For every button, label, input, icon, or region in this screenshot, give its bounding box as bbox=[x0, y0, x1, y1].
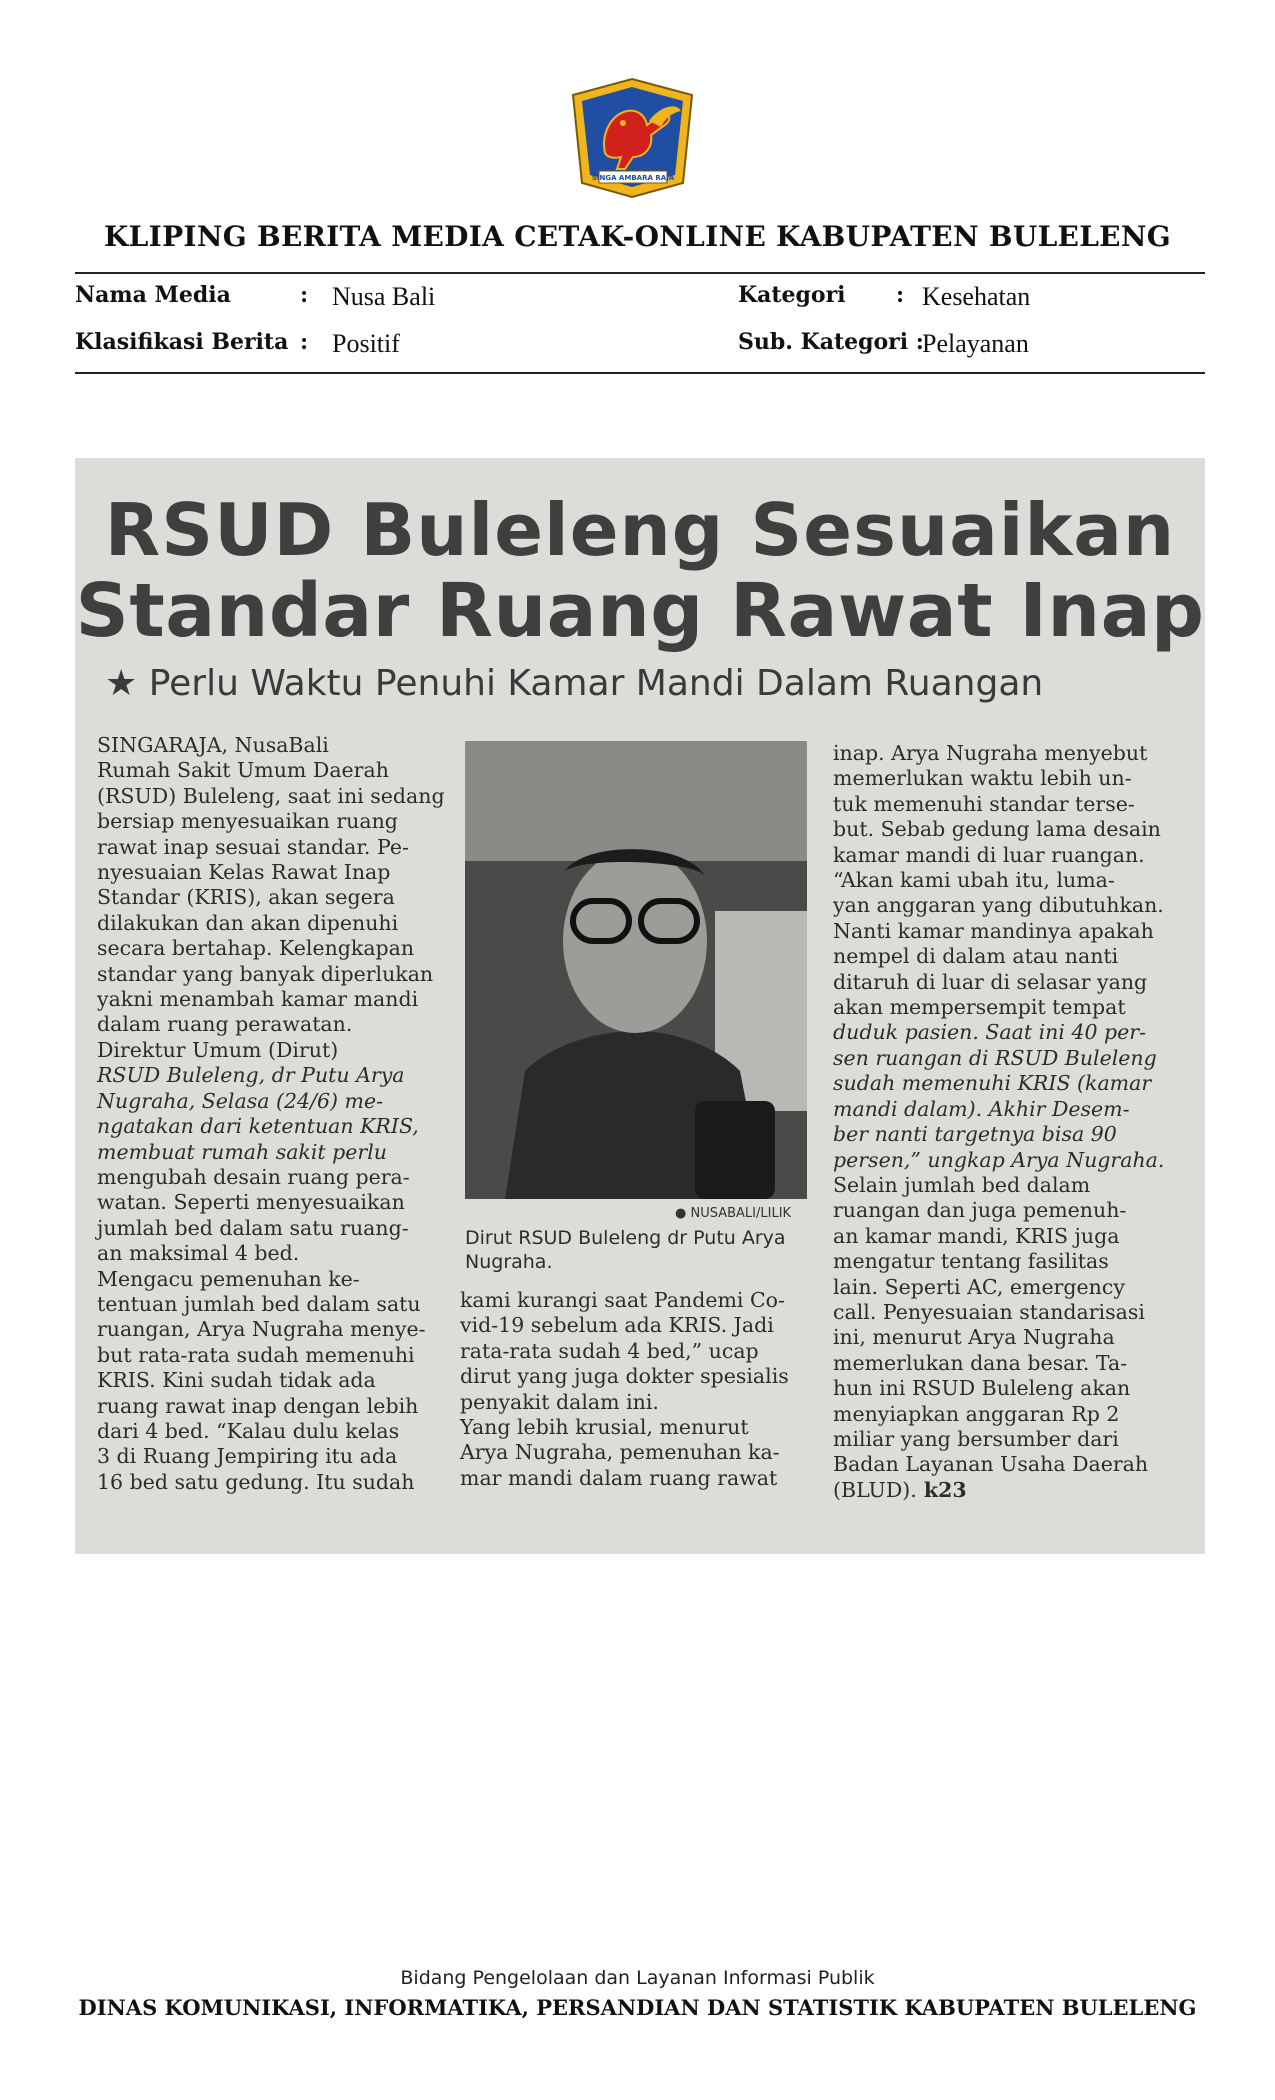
article-line: but rata-rata sudah memenuhi bbox=[97, 1342, 415, 1367]
sub-kategori-label: Sub. Kategori : bbox=[738, 329, 924, 355]
article-line: ruangan, Arya Nugraha menye- bbox=[97, 1317, 426, 1342]
photo-caption-line-2: Nugraha. bbox=[465, 1251, 553, 1273]
photo-caption-line-1: Dirut RSUD Buleleng dr Putu Arya bbox=[465, 1227, 786, 1249]
document-title: KLIPING BERITA MEDIA CETAK-ONLINE KABUPATEN BULELENG bbox=[104, 220, 1171, 253]
article-line: yan anggaran yang dibutuhkan. bbox=[833, 893, 1164, 918]
article-line: rawat inap sesuai standar. Pe- bbox=[97, 834, 409, 859]
article-line: 3 di Ruang Jempiring itu ada bbox=[97, 1444, 398, 1469]
klasifikasi-colon: : bbox=[300, 329, 309, 355]
article-line: ber nanti targetnya bisa 90 bbox=[833, 1122, 1117, 1147]
article-column-2 bbox=[460, 1288, 795, 1491]
article-line: vid-19 sebelum ada KRIS. Jadi bbox=[460, 1313, 774, 1338]
nama-media-value: Nusa Bali bbox=[332, 282, 436, 311]
article-line: Arya Nugraha, pemenuhan ka- bbox=[460, 1440, 780, 1465]
article-line: standar yang banyak diperlukan bbox=[97, 961, 434, 986]
article-line: sen ruangan di RSUD Buleleng bbox=[833, 1045, 1157, 1070]
article-line: akan mempersempit tempat bbox=[833, 995, 1126, 1020]
article-line: kami kurangi saat Pandemi Co- bbox=[460, 1288, 785, 1312]
article-photo bbox=[465, 741, 807, 1199]
headline-line-2: Standar Ruang Rawat Inap bbox=[75, 568, 1205, 654]
article-line: inap. Arya Nugraha menyebut bbox=[833, 741, 1148, 765]
article-line: memerlukan waktu lebih un- bbox=[833, 766, 1132, 791]
klasifikasi-value: Positif bbox=[332, 329, 400, 358]
article-line: Standar (KRIS), akan segera bbox=[97, 885, 395, 910]
newspaper-clipping bbox=[75, 458, 1205, 1554]
article-line: Direktur Umum (Dirut) bbox=[97, 1037, 339, 1062]
kategori-label: Kategori bbox=[738, 282, 846, 308]
article-line: mengatur tentang fasilitas bbox=[833, 1249, 1109, 1274]
sub-kategori-value: Pelayanan bbox=[922, 329, 1029, 358]
article-line: (BLUD). k23 bbox=[833, 1477, 967, 1502]
photo-credit: ● NUSABALI/LILIK bbox=[675, 1206, 792, 1221]
kategori-value: Kesehatan bbox=[922, 282, 1031, 311]
article-line: Nanti kamar mandinya apakah bbox=[833, 918, 1154, 943]
footer-division: Bidang Pengelolaan dan Layanan Informasi Publik bbox=[400, 1967, 875, 1989]
article-line: memerlukan dana besar. Ta- bbox=[833, 1350, 1128, 1375]
article-line: miliar yang bersumber dari bbox=[833, 1426, 1119, 1451]
photo-caption bbox=[465, 1226, 807, 1274]
article-line: dari 4 bed. “Kalau dulu kelas bbox=[97, 1418, 400, 1443]
article-line: rata-rata sudah 4 bed,” ucap bbox=[460, 1338, 759, 1363]
article-line: call. Penyesuaian standarisasi bbox=[833, 1299, 1145, 1324]
article-line: mandi dalam). Akhir Desem- bbox=[833, 1096, 1130, 1121]
article-line: KRIS. Kini sudah tidak ada bbox=[97, 1368, 376, 1393]
article-line: Mengacu pemenuhan ke- bbox=[97, 1266, 360, 1291]
subheadline: ★ Perlu Waktu Penuhi Kamar Mandi Dalam Ruangan bbox=[105, 663, 1044, 704]
article-line: nempel di dalam atau nanti bbox=[833, 944, 1119, 969]
author-signature: k23 bbox=[916, 1477, 967, 1502]
article-line: bersiap menyesuaikan ruang bbox=[97, 809, 398, 834]
article-line: lain. Seperti AC, emergency bbox=[833, 1274, 1125, 1299]
article-line: persen,” ungkap Arya Nugraha. bbox=[833, 1147, 1165, 1172]
article-line: dilakukan dan akan dipenuhi bbox=[97, 910, 399, 935]
footer-agency: DINAS KOMUNIKASI, INFORMATIKA, PERSANDIAN DAN STATISTIK KABUPATEN BULELENG bbox=[78, 1995, 1197, 2020]
article-line: SINGARAJA, NusaBali bbox=[97, 733, 329, 757]
article-line: secara bertahap. Kelengkapan bbox=[97, 936, 415, 961]
article-line: Yang lebih krusial, menurut bbox=[460, 1415, 749, 1440]
article-line: ruangan dan juga pemenuh- bbox=[833, 1198, 1127, 1223]
headline-line-1: RSUD Buleleng Sesuaikan bbox=[104, 488, 1176, 572]
article-line: an kamar mandi, KRIS juga bbox=[833, 1223, 1120, 1248]
article-line: Nugraha, Selasa (24/6) me- bbox=[97, 1088, 383, 1113]
nama-media-colon: : bbox=[300, 282, 309, 308]
article-line: menyiapkan anggaran Rp 2 bbox=[833, 1401, 1120, 1426]
top-divider bbox=[75, 272, 1205, 274]
article-line: Selain jumlah bed dalam bbox=[833, 1172, 1091, 1197]
article-line: membuat rumah sakit perlu bbox=[97, 1139, 387, 1164]
emblem-motto: SINGA AMBARA RAJA bbox=[591, 174, 675, 182]
article-line: kamar mandi di luar ruangan. bbox=[833, 842, 1145, 867]
nama-media-label: Nama Media bbox=[75, 282, 231, 308]
article-line: ini, menurut Arya Nugraha bbox=[833, 1325, 1115, 1350]
article-line: “Akan kami ubah itu, luma- bbox=[833, 868, 1115, 893]
buleleng-regency-emblem bbox=[565, 75, 700, 200]
article-line: jumlah bed dalam satu ruang- bbox=[97, 1215, 409, 1240]
article-column-1 bbox=[97, 733, 467, 1495]
article-line: ruang rawat inap dengan lebih bbox=[97, 1393, 419, 1418]
article-line: but. Sebab gedung lama desain bbox=[833, 817, 1161, 842]
article-line: ngatakan dari ketentuan KRIS, bbox=[97, 1114, 419, 1139]
article-line: watan. Seperti menyesuaikan bbox=[97, 1190, 405, 1215]
article-line: hun ini RSUD Buleleng akan bbox=[833, 1376, 1131, 1401]
article-line: sudah memenuhi KRIS (kamar bbox=[833, 1071, 1152, 1096]
article-line: 16 bed satu gedung. Itu sudah bbox=[97, 1469, 415, 1494]
article-line: ditaruh di luar di selasar yang bbox=[833, 969, 1148, 994]
article-line: Rumah Sakit Umum Daerah bbox=[97, 758, 389, 783]
article-line: dalam ruang perawatan. bbox=[97, 1012, 353, 1037]
article-line: an maksimal 4 bed. bbox=[97, 1241, 300, 1266]
article-line: mar mandi dalam ruang rawat bbox=[460, 1465, 778, 1490]
article-line: tentuan jumlah bed dalam satu bbox=[97, 1291, 421, 1316]
article-line: tuk memenuhi standar terse- bbox=[833, 791, 1135, 816]
article-line: mengubah desain ruang pera- bbox=[97, 1164, 410, 1189]
bottom-divider bbox=[75, 372, 1205, 374]
kategori-colon: : bbox=[896, 282, 905, 308]
article-line: duduk pasien. Saat ini 40 per- bbox=[833, 1020, 1147, 1045]
article-line: Badan Layanan Usaha Daerah bbox=[833, 1452, 1149, 1477]
article-line: (RSUD) Buleleng, saat ini sedang bbox=[97, 783, 445, 808]
article-line: RSUD Buleleng, dr Putu Arya bbox=[97, 1063, 405, 1088]
article-column-3 bbox=[833, 741, 1185, 1503]
article-line: nyesuaian Kelas Rawat Inap bbox=[97, 860, 391, 885]
klasifikasi-label: Klasifikasi Berita bbox=[75, 329, 289, 355]
article-line: dirut yang juga dokter spesialis bbox=[460, 1364, 789, 1389]
article-line: yakni menambah kamar mandi bbox=[97, 987, 419, 1012]
article-line: penyakit dalam ini. bbox=[460, 1389, 659, 1414]
